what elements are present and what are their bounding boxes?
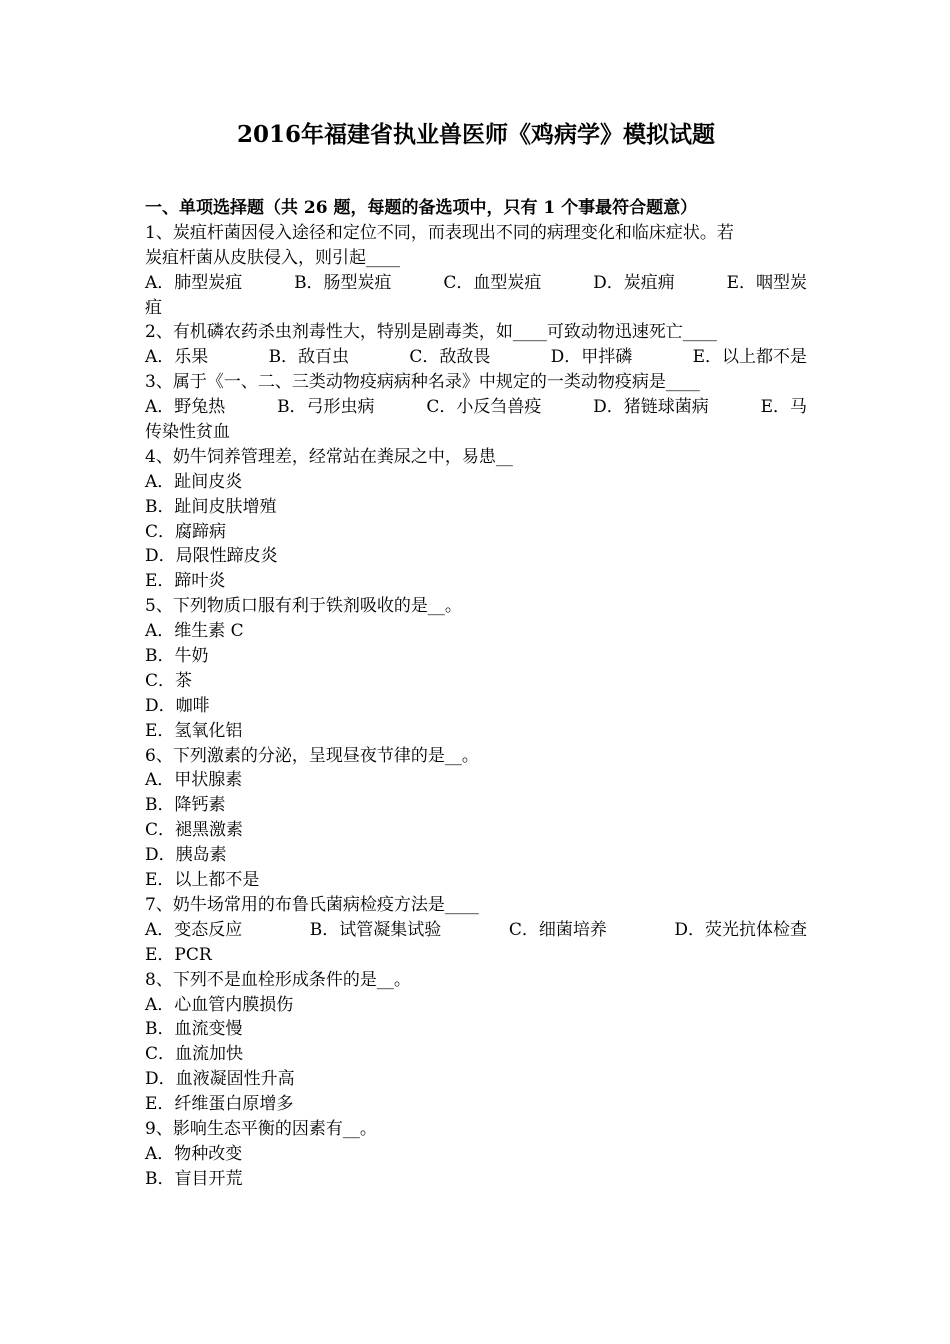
question-3-option-cont: 传染性贫血 xyxy=(145,422,230,443)
option-d: D．猪链球菌病 xyxy=(593,397,709,418)
question-3-stem: 3、属于《一、二、三类动物疫病病种名录》中规定的一类动物疫病是____ xyxy=(145,372,700,393)
option-a: A．物种改变 xyxy=(145,1143,243,1164)
option-e: E．氢氧化铝 xyxy=(145,720,243,741)
option-e: E．蹄叶炎 xyxy=(145,571,226,592)
question-2-stem: 2、有机磷农药杀虫剂毒性大，特别是剧毒类，如____可致动物迅速死亡____ xyxy=(145,322,717,343)
option-a: A．趾间皮炎 xyxy=(145,471,243,492)
option-a: A．野兔热 xyxy=(145,397,226,418)
option-e: E．以上都不是 xyxy=(692,347,807,368)
section-heading: 一、单项选择题（共 26 题，每题的备选项中，只有 1 个事最符合题意） xyxy=(145,198,698,218)
question-8-stem: 8、下列不是血栓形成条件的是__。 xyxy=(145,969,411,990)
option-d: D．炭疽痈 xyxy=(593,272,675,293)
question-3-options xyxy=(145,395,807,420)
option-b: B．肠型炭疽 xyxy=(294,272,392,293)
option-b: B．盲目开荒 xyxy=(145,1168,243,1189)
option-e: E．纤维蛋白原增多 xyxy=(145,1094,294,1115)
option-c: C．腐蹄病 xyxy=(145,521,227,542)
option-a: A．心血管内膜损伤 xyxy=(145,994,294,1015)
option-c: C．茶 xyxy=(145,670,193,691)
question-4-stem: 4、奶牛饲养管理差，经常站在粪尿之中，易患__ xyxy=(145,446,513,467)
option-b: B．弓形虫病 xyxy=(277,397,375,418)
option-d: D．咖啡 xyxy=(145,695,210,716)
document-body xyxy=(145,196,807,1192)
option-b: B．敌百虫 xyxy=(268,347,350,368)
option-c: C．小反刍兽疫 xyxy=(426,397,542,418)
option-c: C．细菌培养 xyxy=(508,919,607,940)
question-1-options xyxy=(145,271,807,296)
option-e: E．PCR xyxy=(145,944,212,965)
question-1-stem: 1、炭疽杆菌因侵入途径和定位不同，而表现出不同的病理变化和临床症状。若 xyxy=(145,222,734,243)
option-e: E．马 xyxy=(760,397,807,418)
option-b: B．试管凝集试验 xyxy=(309,919,442,940)
question-1-stem-cont: 炭疽杆菌从皮肤侵入，则引起____ xyxy=(145,247,400,268)
option-a: A．维生素 C xyxy=(145,621,244,642)
question-7-options xyxy=(145,918,807,943)
option-a: A．肺型炭疽 xyxy=(145,272,243,293)
option-c: C．褪黑激素 xyxy=(145,820,244,841)
option-a: A．甲状腺素 xyxy=(145,770,243,791)
option-d: D．甲拌磷 xyxy=(550,347,633,368)
option-d: D．胰岛素 xyxy=(145,845,227,866)
question-6-stem: 6、下列激素的分泌，呈现昼夜节律的是__。 xyxy=(145,745,479,766)
option-d: D．局限性蹄皮炎 xyxy=(145,546,278,567)
option-e: E．咽型炭 xyxy=(726,272,807,293)
option-d: D．荧光抗体检查 xyxy=(674,919,807,940)
question-7-stem: 7、奶牛场常用的布鲁氏菌病检疫方法是____ xyxy=(145,894,479,915)
option-d: D．血液凝固性升高 xyxy=(145,1069,295,1090)
question-1-option-cont: 疽 xyxy=(145,297,162,318)
document-title: 2016年福建省执业兽医师《鸡病学》模拟试题 xyxy=(236,121,715,148)
option-b: B．趾间皮肤增殖 xyxy=(145,496,277,517)
option-b: B．血流变慢 xyxy=(145,1019,243,1040)
option-c: C．血型炭疽 xyxy=(443,272,542,293)
option-b: B．降钙素 xyxy=(145,795,226,816)
option-c: C．敌敌畏 xyxy=(409,347,491,368)
option-b: B．牛奶 xyxy=(145,646,209,667)
question-9-stem: 9、影响生态平衡的因素有__。 xyxy=(145,1118,377,1139)
question-2-options xyxy=(145,345,807,370)
option-e: E．以上都不是 xyxy=(145,870,260,891)
option-c: C．血流加快 xyxy=(145,1044,244,1065)
question-5-stem: 5、下列物质口服有利于铁剂吸收的是__。 xyxy=(145,596,462,617)
option-a: A．乐果 xyxy=(145,347,209,368)
option-a: A．变态反应 xyxy=(145,919,243,940)
